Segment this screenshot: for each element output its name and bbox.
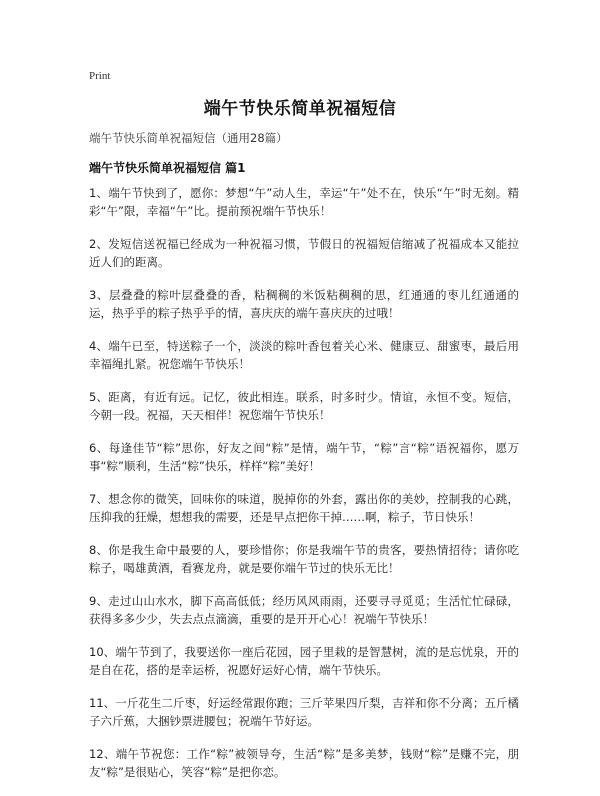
section-heading: 端午节快乐简单祝福短信 篇1 <box>89 161 246 175</box>
paragraph-list <box>89 184 519 796</box>
paragraph-1: 1、端午节快到了，愿你：梦想“午”动人生，幸运“午”处不在，快乐“午”时无刻。精彩“午”限，幸福“午”比。提前预祝端午节快乐！ <box>89 186 519 218</box>
paragraph-9: 9、走过山山水水，脚下高高低低；经历风风雨雨，还要寻寻觅觅；生活忙忙碌碌，获得多多少少，失去点点滴滴，重要的是开开心心！祝端午节快乐！ <box>89 594 519 626</box>
paragraph-6: 6、每逢佳节“粽”思你，好友之间“粽”是情，端午节，“粽”言“粽”语祝福你，愿万事“粽”顺利，生活“粽”快乐，样样“粽”美好！ <box>89 441 519 473</box>
paragraph-5: 5、距离，有近有远。记忆，彼此相连。联系，时多时少。情谊，永恒不变。短信，今朝一段。祝福，天天相伴！祝您端午节快乐！ <box>89 390 519 422</box>
paragraph-8: 8、你是我生命中最要的人，要珍惜你；你是我端午节的贵客，要热情招待；请你吃粽子，喝雄黄酒，看赛龙舟，就是要你端午节过的快乐无比！ <box>89 543 519 575</box>
paragraph-12: 12、端午节祝您：工作“粽”被领导夸，生活“粽”是多美梦，钱财“粽”是赚不完，朋友“粽”是很贴心，笑容“粽”是把你恋。 <box>89 747 519 779</box>
print-link[interactable]: Print <box>89 70 111 82</box>
paragraph-10: 10、端午节到了，我要送你一座后花园，园子里栽的是智慧树，流的是忘忧泉，开的是自在花，搭的是幸运桥，祝愿好运好心情，端午节快乐。 <box>89 645 519 677</box>
paragraph-4: 4、端午已至，特送粽子一个，淡淡的粽叶香包着关心米、健康豆、甜蜜枣，最后用幸福绳扎紧。祝您端午节快乐！ <box>89 339 519 371</box>
paragraph-2: 2、发短信送祝福已经成为一种祝福习惯，节假日的祝福短信缩减了祝福成本又能拉近人们的距离。 <box>89 237 519 269</box>
document-subtitle: 端午节快乐简单祝福短信（通用28篇） <box>89 131 288 145</box>
paragraph-3: 3、层叠叠的粽叶层叠叠的香，粘稠稠的米饭粘稠稠的思，红通通的枣儿红通通的运，热乎乎的粽子热乎乎的情，喜庆庆的端午喜庆庆的过哦！ <box>89 288 519 320</box>
paragraph-11: 11、一斤花生二斤枣，好运经常跟你跑；三斤苹果四斤梨，吉祥和你不分离；五斤橘子六斤蕉，大捆钞票进腰包；祝端午节好运。 <box>89 696 519 728</box>
paragraph-7: 7、想念你的微笑，回味你的味道，脱掉你的外套，露出你的美妙，控制我的心跳，压抑我的狂燥，想想我的需要，还是早点把你干掉……啊，粽子，节日快乐！ <box>89 492 519 524</box>
page-title: 端午节快乐简单祝福短信 <box>203 99 397 119</box>
